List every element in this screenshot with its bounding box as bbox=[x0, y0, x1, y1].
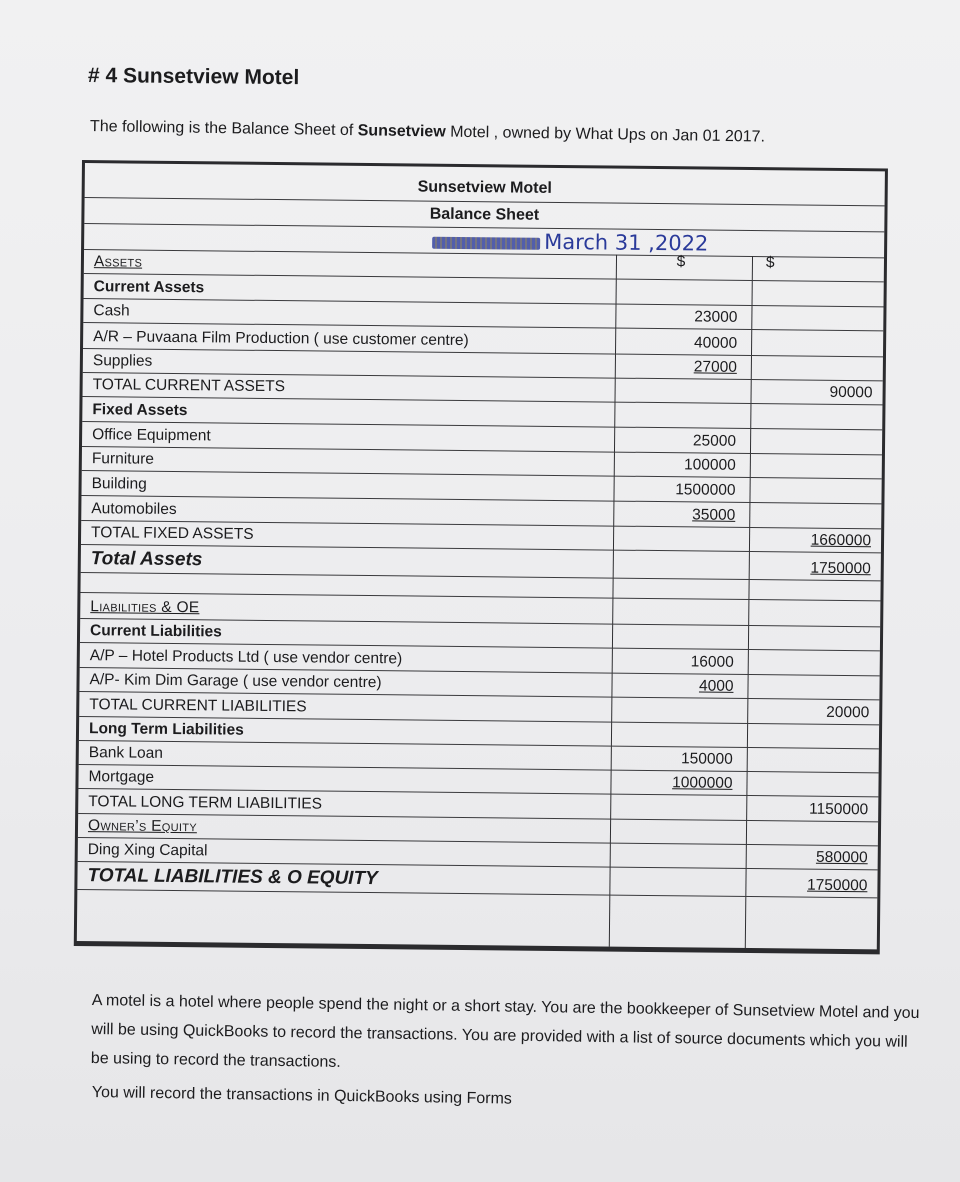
intro-pre: The following is the Balance Sheet of bbox=[89, 118, 358, 140]
row-label: Total Assets bbox=[90, 548, 203, 571]
row-amount-col1 bbox=[612, 646, 742, 647]
row-amount-col1 bbox=[613, 548, 743, 549]
row-amount-col1: 35000 bbox=[692, 506, 736, 524]
row-amount-col2 bbox=[747, 696, 875, 697]
page-title: # 4 Sunsetview Motel bbox=[87, 64, 300, 90]
sheet-title: Balance Sheet bbox=[429, 205, 540, 224]
row-label: A/P – Hotel Products Ltd ( use vendor centre) bbox=[89, 647, 403, 668]
row-label: Fixed Assets bbox=[92, 401, 188, 420]
row-amount-col1: 27000 bbox=[693, 358, 737, 376]
row-amount-col2 bbox=[748, 647, 876, 648]
row-amount-col1 bbox=[616, 302, 746, 303]
row-amount-col1 bbox=[611, 744, 741, 745]
row-amount-col1: 16000 bbox=[690, 653, 734, 671]
row-label: Current Liabilities bbox=[89, 622, 222, 641]
col1-currency-header: $ bbox=[676, 253, 686, 271]
row-amount-col2 bbox=[752, 303, 880, 304]
row-label: TOTAL FIXED ASSETS bbox=[91, 524, 254, 543]
row-amount-col2 bbox=[746, 793, 874, 794]
row-amount-col1: 4000 bbox=[698, 677, 734, 695]
row-label: A/P- Kim Dim Garage ( use vendor centre) bbox=[89, 671, 382, 692]
row-amount-col2 bbox=[749, 500, 877, 501]
row-label: Automobiles bbox=[91, 500, 177, 519]
row-label: Office Equipment bbox=[92, 426, 211, 445]
row-amount-col1 bbox=[614, 425, 744, 426]
balance-sheet-table bbox=[74, 160, 888, 954]
row-amount-col2: 1750000 bbox=[807, 876, 868, 895]
row-label: Bank Loan bbox=[88, 744, 164, 762]
row-amount-col2 bbox=[747, 769, 875, 770]
row-amount-col2: 1660000 bbox=[810, 531, 872, 550]
handwritten-date: March 31 ,2022 bbox=[544, 229, 709, 256]
row-amount-col1: 40000 bbox=[693, 334, 738, 352]
row-amount-col1 bbox=[611, 720, 741, 721]
col2-currency-header: $ bbox=[765, 254, 775, 272]
row-amount-col2: 1750000 bbox=[810, 559, 871, 578]
row-label: Supplies bbox=[92, 352, 153, 370]
row-label: Assets bbox=[93, 253, 143, 271]
row-amount-col2 bbox=[750, 475, 878, 476]
row-amount-col2 bbox=[748, 597, 876, 598]
row-label: Cash bbox=[93, 302, 130, 320]
row-label: Current Assets bbox=[93, 278, 205, 297]
row-amount-col2 bbox=[751, 327, 879, 328]
row-amount-col2 bbox=[748, 623, 876, 624]
row-label: Furniture bbox=[91, 450, 154, 468]
row-label: Liabilities & OE bbox=[90, 598, 200, 617]
row-label: Building bbox=[91, 475, 147, 493]
row-label: TOTAL CURRENT ASSETS bbox=[92, 376, 286, 396]
row-label: Ding Xing Capital bbox=[87, 841, 208, 860]
row-amount-col2 bbox=[750, 451, 878, 452]
row-amount-col2 bbox=[747, 745, 875, 746]
row-amount-col2 bbox=[746, 842, 874, 843]
row-amount-col1 bbox=[610, 817, 740, 818]
row-amount-col2 bbox=[748, 672, 876, 673]
row-amount-col1 bbox=[615, 400, 745, 401]
row-label: TOTAL CURRENT LIABILITIES bbox=[89, 696, 307, 716]
row-amount-col2 bbox=[751, 377, 879, 378]
row-amount-col1: 1500000 bbox=[675, 481, 736, 499]
row-amount-col1 bbox=[610, 865, 740, 866]
row-amount-col1 bbox=[613, 576, 743, 577]
row-amount-col2 bbox=[749, 525, 877, 526]
row-amount-col2 bbox=[751, 353, 879, 354]
intro-text bbox=[90, 118, 765, 147]
row-amount-col1: 25000 bbox=[692, 432, 737, 450]
row-amount-col2: 580000 bbox=[815, 848, 868, 867]
intro-post: Motel , owned by What Ups on Jan 01 2017. bbox=[445, 123, 766, 146]
description-paragraph: A motel is a hotel where people spend the night or a short stay. You are the bookkeeper of Sunsetview Motel and you will be using QuickBooks to record the transactions. You are provided with a list of source documents which you will be using to record the transactions. bbox=[90, 991, 920, 1071]
instruction-paragraph: You will record the transactions in QuickBooks using Forms bbox=[91, 1084, 512, 1108]
row-amount-col1: 23000 bbox=[694, 308, 738, 326]
intro-bold: Sunsetview bbox=[357, 122, 446, 141]
row-amount-col2: 90000 bbox=[829, 383, 873, 402]
row-amount-col1: 100000 bbox=[684, 456, 736, 474]
row-label: A/R – Puvaana Film Production ( use customer centre) bbox=[93, 328, 469, 350]
row-amount-col1 bbox=[610, 841, 740, 842]
row-amount-col2 bbox=[750, 426, 878, 427]
row-amount-col2: 1150000 bbox=[808, 800, 869, 819]
row-label: Mortgage bbox=[88, 768, 155, 786]
row-amount-col1 bbox=[612, 622, 742, 623]
row-label: Long Term Liabilities bbox=[88, 720, 244, 739]
row-amount-col1: 150000 bbox=[680, 750, 733, 768]
row-amount-col1: 1000000 bbox=[672, 774, 733, 792]
row-amount-col1 bbox=[609, 893, 739, 894]
row-amount-col1 bbox=[612, 596, 742, 597]
row-amount-col2: 20000 bbox=[826, 703, 870, 722]
company-name: Sunsetview Motel bbox=[417, 178, 552, 197]
row-amount-col1 bbox=[616, 277, 746, 278]
row-label: Owner’s Equity bbox=[87, 817, 198, 836]
row-label: TOTAL LONG TERM LIABILITIES bbox=[88, 793, 323, 813]
row-amount-col2 bbox=[752, 278, 880, 279]
row-label: TOTAL LIABILITIES & O EQUITY bbox=[87, 865, 378, 890]
